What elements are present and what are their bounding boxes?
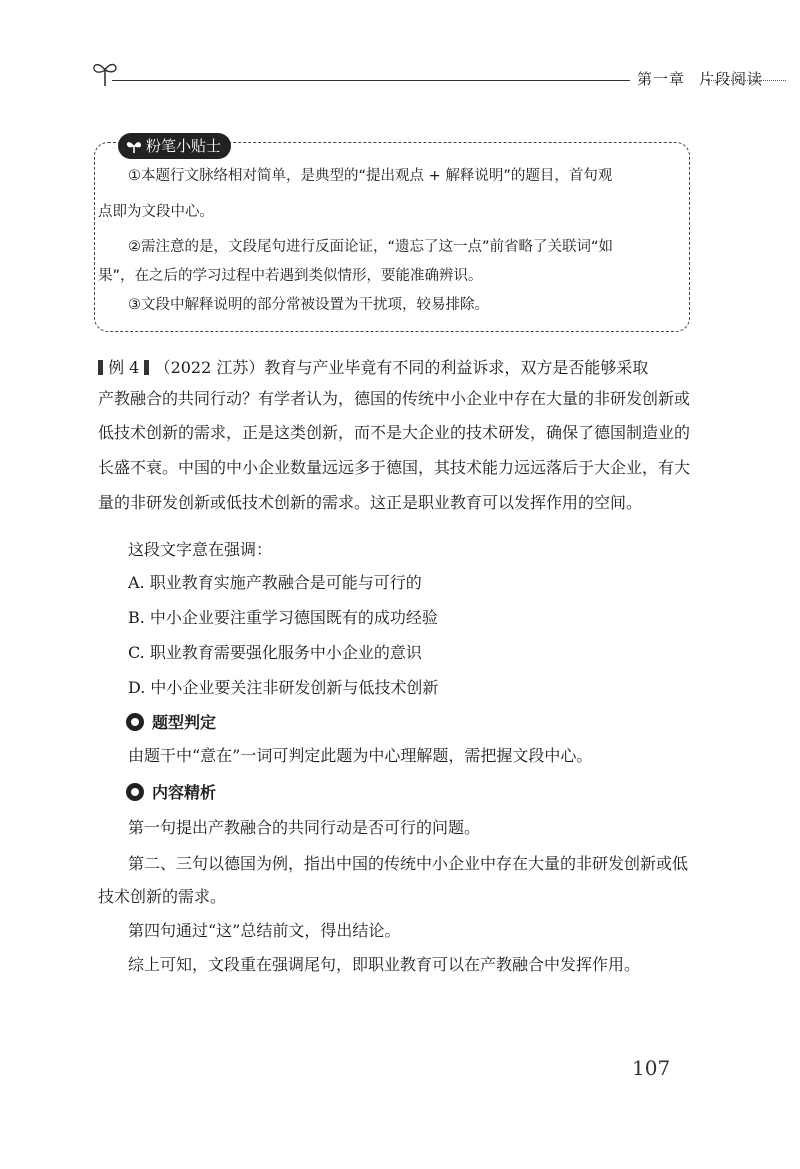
content-section-heading: [126, 780, 216, 803]
marker-left: [98, 360, 103, 375]
content-paragraph-4: 综上可知，文段重在强调尾句，即职业教育可以在产教融合中发挥作用。: [128, 955, 641, 974]
content-section-title: 内容精析: [152, 783, 217, 802]
chapter-title: [637, 68, 763, 89]
tip-paragraph-2-line-1: ②需注意的是，文段尾句进行反面论证，“遗忘了这一点”前省略了关联词“如: [128, 239, 614, 255]
option-c: C. 职业教育需要强化服务中小企业的意识: [128, 643, 422, 662]
type-section-title: 题型判定: [152, 713, 217, 732]
content-paragraph-2-line-1: 第二、三句以德国为例，指出中国的传统中小企业中存在大量的非研发创新或低: [128, 854, 689, 873]
content-paragraph-1: 第一句提出产教融合的共同行动是否可行的问题。: [128, 818, 481, 837]
example-line-4: 长盛不衰。中国的中小企业数量远远多于德国，其技术能力远远落后于大企业，有大: [98, 458, 691, 477]
example-label: 例 4: [108, 358, 140, 377]
tip-badge: [118, 133, 231, 159]
sprout-icon: [126, 138, 142, 154]
example-line-5: 量的非研发创新或低技术创新的需求。这正是职业教育可以发挥作用的空间。: [98, 493, 643, 512]
tip-paragraph-1-line-1: ①本题行文脉络相对简单，是典型的“提出观点 + 解释说明”的题目，首句观: [128, 168, 613, 184]
option-b: B. 中小企业要注重学习德国既有的成功经验: [128, 608, 438, 627]
option-d: D. 中小企业要关注非研发创新与低技术创新: [128, 678, 439, 697]
page-header: [92, 58, 792, 94]
chapter-section: 片段阅读: [699, 70, 764, 88]
gear-icon: [126, 713, 144, 731]
example-line-2: 产教融合的共同行动？有学者认为，德国的传统中小企业中存在大量的非研发创新或: [98, 389, 691, 408]
tip-paragraph-1-line-2: 点即为文段中心。: [98, 204, 214, 220]
marker-right: [144, 360, 149, 375]
example-line-3: 低技术创新的需求，正是这类创新，而不是大企业的技术研发，确保了德国制造业的: [98, 423, 691, 442]
example-source: （2022 江苏）: [154, 358, 265, 377]
sprout-icon: [92, 58, 118, 88]
example-text: 教育与产业毕竟有不同的利益诉求，双方是否能够采取: [264, 358, 649, 377]
tip-paragraph-3: ③文段中解释说明的部分常被设置为干扰项，较易排除。: [128, 297, 489, 313]
chapter-number: 第一章: [637, 70, 686, 88]
header-rule: [112, 80, 630, 81]
tip-paragraph-2-line-2: 果”，在之后的学习过程中若遇到类似情形，要能准确辨识。: [98, 268, 483, 284]
type-section-heading: [126, 710, 216, 733]
question-stem: 这段文字意在强调：: [128, 540, 273, 559]
content-paragraph-2-line-2: 技术创新的需求。: [98, 887, 227, 906]
content-paragraph-3: 第四句通过“这”总结前文，得出结论。: [128, 921, 401, 940]
tip-title: 粉笔小贴士: [146, 137, 222, 155]
example-line-1: [98, 355, 648, 378]
header-dotted-rule: [706, 80, 786, 81]
option-a: A. 职业教育实施产教融合是可能与可行的: [128, 573, 422, 592]
type-text: 由题干中“意在”一词可判定此题为中心理解题，需把握文段中心。: [128, 746, 593, 765]
page-number: 107: [632, 1056, 671, 1080]
pen-icon: [126, 783, 144, 801]
